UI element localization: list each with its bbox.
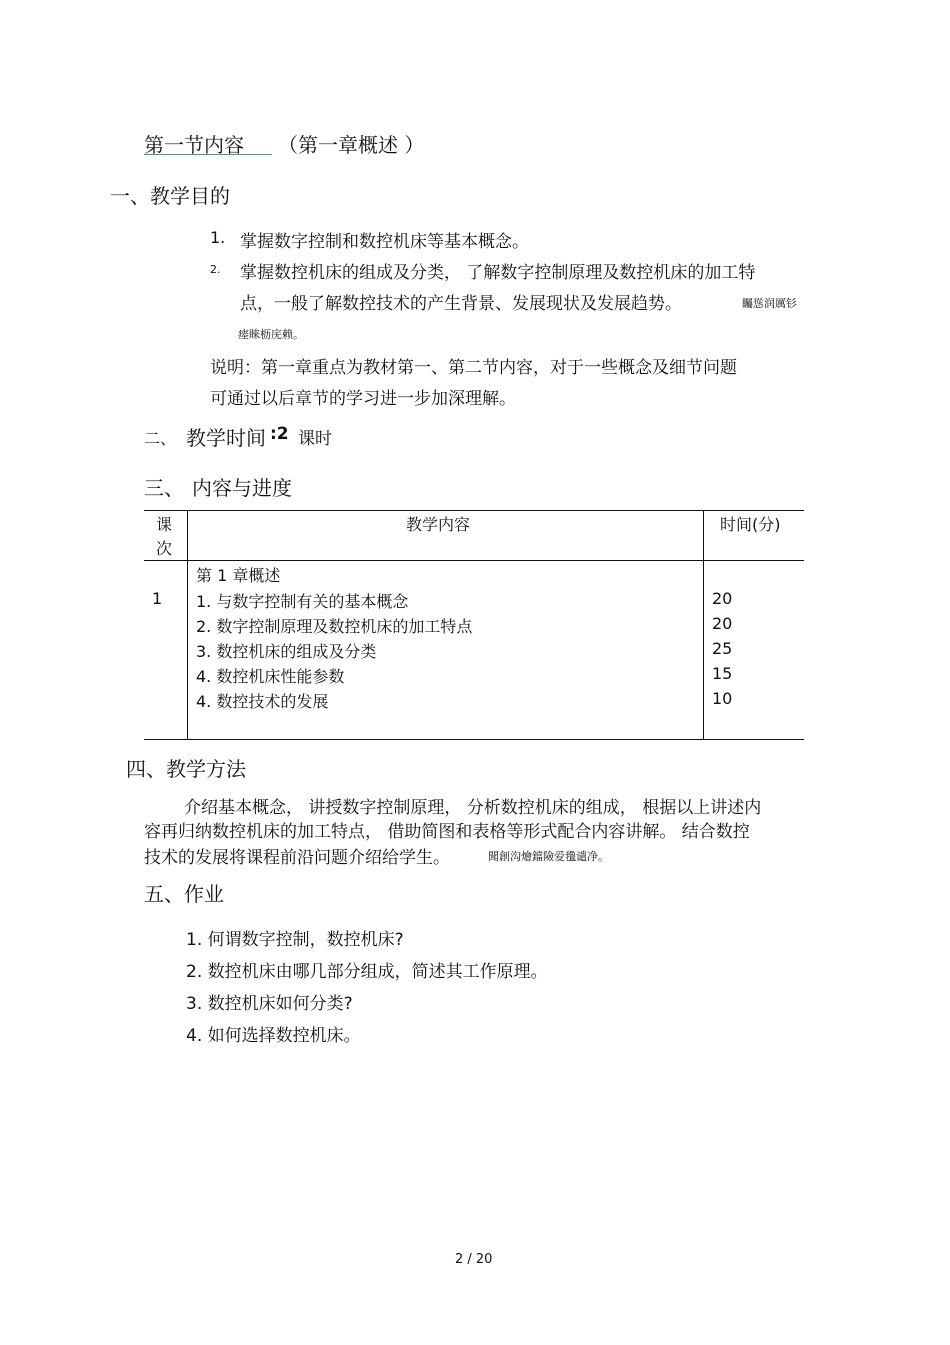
heading-teaching-method: 四、教学方法 bbox=[126, 757, 246, 781]
method-line-1: 介绍基本概念， 讲授数字控制原理， 分析数控机床的组成， 根据以上讲述内 bbox=[184, 798, 762, 818]
goal-1-text: 掌握数字控制和数控机床等基本概念。 bbox=[240, 232, 529, 252]
garbled-text-2: 瘗睞枥庑赖。 bbox=[238, 328, 304, 341]
heading-time-number: 二、 bbox=[144, 429, 177, 448]
heading-teaching-goal: 一、教学目的 bbox=[110, 184, 230, 208]
chapter-title: 第 1 章概述 bbox=[196, 566, 281, 585]
header-lesson-line2: 次 bbox=[156, 539, 173, 558]
method-line-2: 容再归纳数控机床的加工特点， 借助简图和表格等形式配合内容讲解。 结合数控 bbox=[144, 822, 750, 842]
goal-2-line1: 掌握数控机床的组成及分类， 了解数字控制原理及数控机床的加工特 bbox=[240, 263, 756, 283]
table-row-content: 1. 与数字控制有关的基本概念 bbox=[196, 592, 409, 611]
section-title: 第一节内容 bbox=[144, 133, 244, 157]
table-header-border bbox=[144, 560, 804, 561]
table-row-content: 4. 数控机床性能参数 bbox=[196, 667, 345, 686]
goal-2-line2: 点，一般了解数控技术的产生背景、发展现状及发展趋势。 bbox=[240, 294, 682, 314]
homework-item: 3. 数控机床如何分类? bbox=[186, 994, 353, 1014]
garbled-text-3: 聞創沟燴鐺險爱氇谴净。 bbox=[488, 850, 609, 863]
table-bottom-border bbox=[144, 739, 804, 740]
goal-1-number: 1. bbox=[210, 228, 226, 247]
heading-progress-label: 内容与进度 bbox=[192, 476, 292, 500]
time-value: :2 bbox=[270, 424, 289, 444]
content-schedule-table bbox=[144, 510, 804, 740]
table-col-divider-1 bbox=[187, 510, 188, 740]
table-row-content: 2. 数字控制原理及数控机床的加工特点 bbox=[196, 617, 473, 636]
goal-2-number: 2. bbox=[210, 263, 221, 276]
title-underline bbox=[144, 154, 272, 155]
lesson-number: 1 bbox=[152, 589, 163, 608]
time-unit: 课时 bbox=[298, 429, 332, 449]
heading-progress-number: 三、 bbox=[144, 476, 184, 500]
table-col-divider-2 bbox=[703, 510, 704, 740]
header-content: 教学内容 bbox=[406, 515, 471, 534]
garbled-text-1: 矚慫润厲钐 bbox=[742, 297, 797, 310]
heading-homework: 五、作业 bbox=[144, 882, 224, 906]
table-top-border bbox=[144, 510, 804, 511]
note-line-1: 说明：第一章重点为教材第一、第二节内容，对于一些概念及细节问题 bbox=[210, 358, 737, 378]
table-row-time: 20 bbox=[712, 589, 733, 608]
page-number: 2 / 20 bbox=[455, 1252, 493, 1267]
header-time: 时间(分) bbox=[720, 515, 781, 534]
table-row-time: 20 bbox=[712, 614, 733, 633]
section-subtitle: （第一章概述 ） bbox=[278, 133, 425, 157]
homework-item: 1. 何谓数字控制，数控机床? bbox=[186, 930, 404, 950]
header-lesson-line1: 课 bbox=[156, 515, 173, 534]
table-row-content: 3. 数控机床的组成及分类 bbox=[196, 642, 377, 661]
method-line-3: 技术的发展将课程前沿问题介绍给学生。 bbox=[144, 848, 450, 868]
note-line-2: 可通过以后章节的学习进一步加深理解。 bbox=[210, 389, 516, 409]
table-row-content: 4. 数控技术的发展 bbox=[196, 692, 329, 711]
table-row-time: 25 bbox=[712, 639, 733, 658]
table-row-time: 10 bbox=[712, 689, 733, 708]
table-row-time: 15 bbox=[712, 664, 733, 683]
heading-time-label: 教学时间 bbox=[186, 426, 266, 450]
homework-item: 4. 如何选择数控机床。 bbox=[186, 1026, 361, 1046]
homework-item: 2. 数控机床由哪几部分组成，简述其工作原理。 bbox=[186, 962, 548, 982]
